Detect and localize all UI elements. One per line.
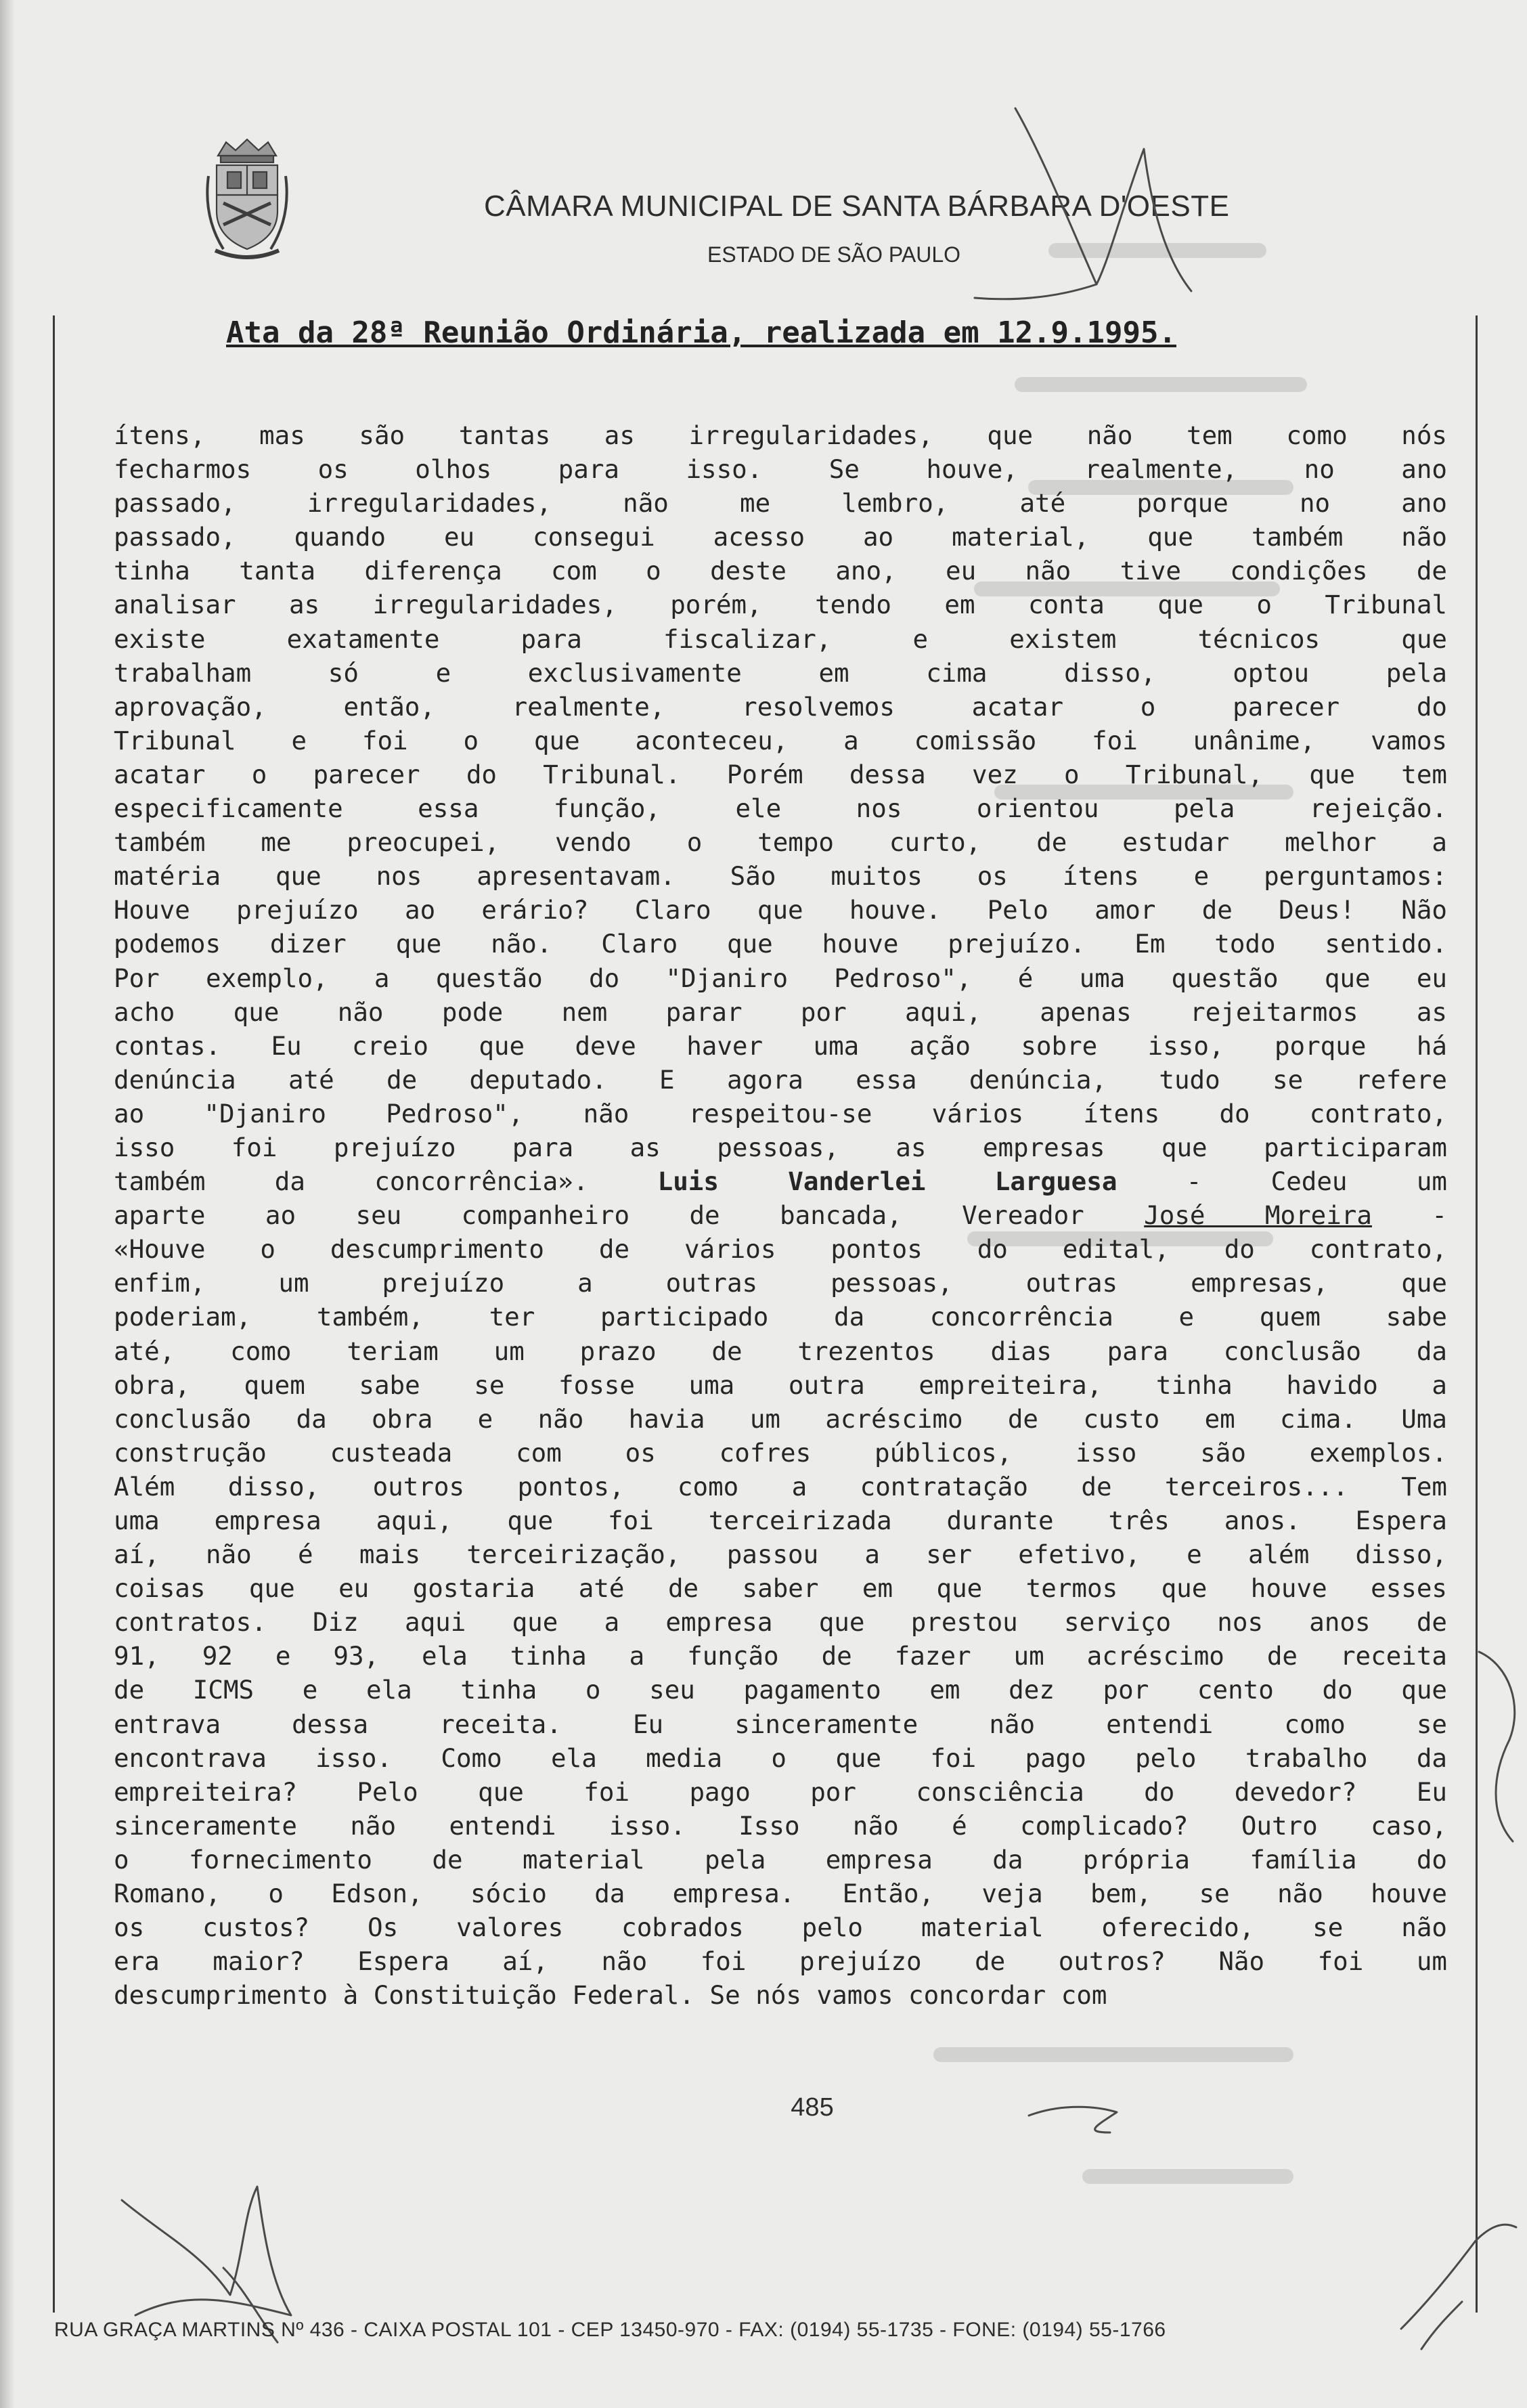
body-line: também me preocupei, vendo o tempo curto, de estudar melhor a <box>114 827 1447 858</box>
frame-left-rule <box>53 315 55 2313</box>
body-line: o fornecimento de material pela empresa da própria família do <box>114 1844 1447 1875</box>
body-line: 91, 92 e 93, ela tinha a função de fazer um acréscimo de receita <box>114 1641 1447 1671</box>
body-line: poderiam, também, ter participado da concorrência e quem sabe <box>114 1302 1447 1332</box>
signature-bottom-left <box>122 2187 291 2315</box>
speaker-line-pre: também da concorrência». <box>114 1166 658 1197</box>
frame-right-rule <box>1476 315 1478 2313</box>
body-line: coisas que eu gostaria até de saber em que termos que houve esses <box>114 1573 1447 1604</box>
body-line: encontrava isso. Como ela media o que foi pago pelo trabalho da <box>114 1743 1447 1773</box>
body-line: ao "Djaniro Pedroso", não respeitou-se vários ítens do contrato, <box>114 1098 1447 1129</box>
body-line: tinha tanta diferença com o deste ano, eu não tive condições de <box>114 556 1447 586</box>
body-line: analisar as irregularidades, porém, tendo em conta que o Tribunal <box>114 590 1447 620</box>
body-line: denúncia até de deputado. E agora essa denúncia, tudo se refere <box>114 1064 1447 1095</box>
body-line: trabalham só e exclusivamente em cima disso, optou pela <box>114 657 1447 688</box>
speaker-line-post: - Cedeu um <box>1117 1166 1447 1197</box>
body-line: acatar o parecer do Tribunal. Porém dessa vez o Tribunal, que tem <box>114 759 1447 789</box>
aparte-name: José Moreira <box>1144 1200 1372 1231</box>
minutes-title: Ata da 28ª Reunião Ordinária, realizada em 12.9.1995. <box>226 315 1176 350</box>
body-line-aparte <box>114 1198 1447 1232</box>
signature-right-bottom <box>1401 2225 1516 2329</box>
speaker-name: Luis Vanderlei Larguesa <box>657 1166 1117 1197</box>
aparte-line-post: - <box>1371 1200 1447 1231</box>
institution-title: CÂMARA MUNICIPAL DE SANTA BÁRBARA D'OESTE <box>484 190 1230 223</box>
body-line: uma empresa aqui, que foi terceirizada durante três anos. Espera <box>114 1506 1447 1535</box>
signature-top-2 <box>975 284 1097 299</box>
body-line: Por exemplo, a questão do "Djaniro Pedroso", é uma questão que eu <box>114 963 1447 993</box>
body-line: empreiteira? Pelo que foi pago por consciência do devedor? Eu <box>114 1776 1447 1807</box>
body-line: Além disso, outros pontos, como a contratação de terceiros... Tem <box>114 1471 1447 1502</box>
body-line: especificamente essa função, ele nos orientou pela rejeição. <box>114 793 1447 824</box>
body-line: contas. Eu creio que deve haver uma ação sobre isso, porque há <box>114 1030 1447 1061</box>
body-line: isso foi prejuízo para as pessoas, as empresas que participaram <box>114 1132 1447 1162</box>
footer-address: RUA GRAÇA MARTINS Nº 436 - CAIXA POSTAL 101 - CEP 13450-970 - FAX: (0194) 55-1735 - FONE: (0194) 55-1766 <box>54 2319 1166 2341</box>
body-line: Tribunal e foi o que aconteceu, a comissão foi unânime, vamos <box>114 725 1447 756</box>
body-line: acho que não pode nem parar por aqui, apenas rejeitarmos as <box>114 997 1447 1027</box>
body-line: os custos? Os valores cobrados pelo material oferecido, se não <box>114 1912 1447 1943</box>
body-line: entrava dessa receita. Eu sinceramente não entendi como se <box>114 1709 1447 1739</box>
body-line: obra, quem sabe se fosse uma outra empreiteira, tinha havido a <box>114 1370 1447 1400</box>
signature-right-edge <box>1479 1652 1515 1841</box>
body-line: passado, irregularidades, não me lembro, até porque no ano <box>114 488 1447 519</box>
body-line: fecharmos os olhos para isso. Se houve, realmente, no ano <box>114 454 1447 485</box>
aparte-line-pre: aparte ao seu companheiro de bancada, Vereador <box>114 1200 1145 1231</box>
body-line: até, como teriam um prazo de trezentos dias para conclusão da <box>114 1336 1447 1366</box>
page-number: 485 <box>791 2093 834 2122</box>
body-line: matéria que nos apresentavam. São muitos os ítens e perguntamos: <box>114 861 1447 892</box>
body-line: descumprimento à Constituição Federal. Se nós vamos concordar com <box>114 1980 1107 2011</box>
minutes-body <box>114 418 1447 2012</box>
body-line: «Houve o descumprimento de vários pontos do edital, do contrato, <box>114 1234 1447 1265</box>
body-line: Houve prejuízo ao erário? Claro que houve. Pelo amor de Deus! Não <box>114 895 1447 925</box>
municipal-coat-of-arms <box>203 135 291 264</box>
body-line: sinceramente não entendi isso. Isso não é complicado? Outro caso, <box>114 1810 1447 1841</box>
body-line: aprovação, então, realmente, resolvemos acatar o parecer do <box>114 691 1447 722</box>
body-line: passado, quando eu consegui acesso ao material, que também não <box>114 522 1447 552</box>
body-line: construção custeada com os cofres públicos, isso são exemplos. <box>114 1437 1447 1468</box>
body-line: de ICMS e ela tinha o seu pagamento em dez por cento do que <box>114 1675 1447 1705</box>
body-line: enfim, um prejuízo a outras pessoas, outras empresas, que <box>114 1268 1447 1298</box>
body-line: podemos dizer que não. Claro que houve prejuízo. Em todo sentido. <box>114 929 1447 959</box>
body-line: aí, não é mais terceirização, passou a ser efetivo, e além disso, <box>114 1539 1447 1570</box>
page-edge-shadow <box>0 0 15 2408</box>
body-line: existe exatamente para fiscalizar, e existem técnicos que <box>114 623 1447 654</box>
body-line: conclusão da obra e não havia um acréscimo de custo em cima. Uma <box>114 1403 1447 1434</box>
body-line-speaker <box>114 1164 1447 1198</box>
body-line: ítens, mas são tantas as irregularidades, que não tem como nós <box>114 420 1447 450</box>
body-line: Romano, o Edson, sócio da empresa. Então, veja bem, se não houve <box>114 1879 1447 1909</box>
signature-bottom-mid <box>1029 2107 1117 2132</box>
body-line: era maior? Espera aí, não foi prejuízo de outros? Não foi um <box>114 1946 1447 1977</box>
body-line: contratos. Diz aqui que a empresa que prestou serviço nos anos de <box>114 1607 1447 1638</box>
institution-state: ESTADO DE SÃO PAULO <box>707 242 961 267</box>
